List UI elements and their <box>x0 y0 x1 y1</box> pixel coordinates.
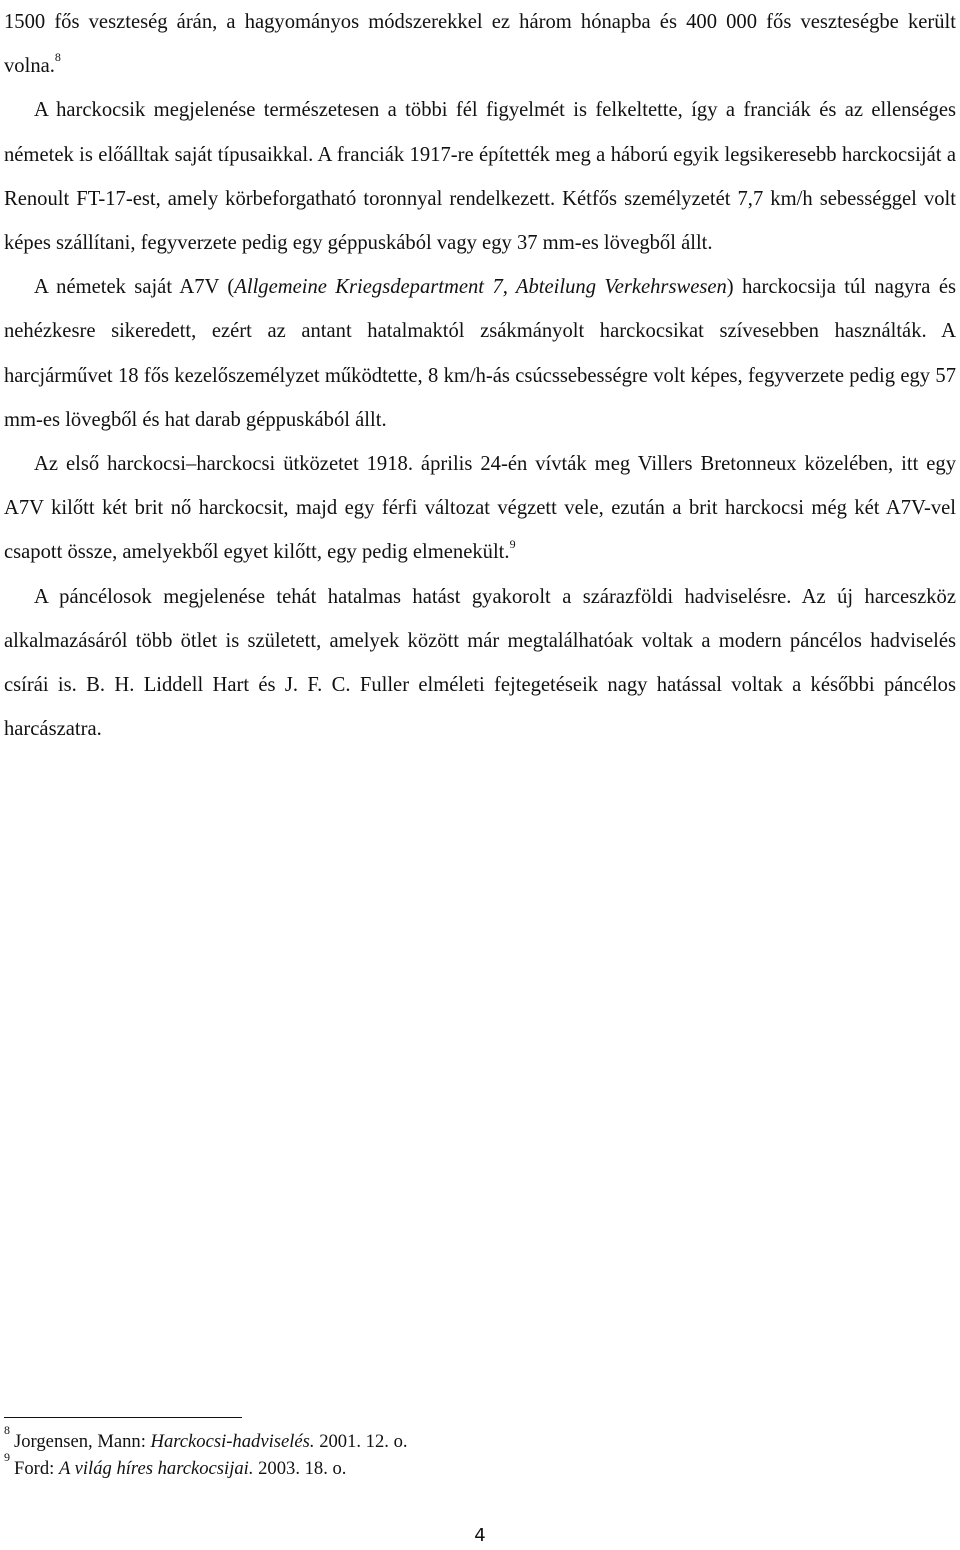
footnote-number: 8 <box>4 1422 10 1437</box>
paragraph-text: Az első harckocsi–harckocsi ütközetet 1918. április 24-én vívták meg Villers Bretonneux közelében, itt egy A7V kilőtt két brit nő harckocsit, majd egy férfi változat végzett vele, ezután a brit harckocsi még két A7V-vel csapott össze, amelyekből egyet kilőtt, egy pedig elmenekült. <box>4 453 956 564</box>
paragraph <box>4 265 956 442</box>
paragraph <box>4 88 956 265</box>
paragraph <box>4 442 956 575</box>
footnotes <box>4 1422 904 1482</box>
footnote-reference-9: 9 <box>509 536 516 551</box>
footnote-title: A világ híres harckocsijai. <box>58 1458 254 1479</box>
footnote <box>4 1449 904 1482</box>
paragraph-text: A páncélosok megjelenése tehát hatalmas hatást gyakorolt a szárazföldi hadviselésre. Az új harceszköz alkalmazásáról több ötlet is született, amelyek között már megtalálhatóak voltak a modern páncélos hadviselés csírái is. B. H. Liddell Hart és J. F. C. Fuller elméleti fejtegetéseik nagy hatással voltak a későbbi páncélos harcászatra. <box>4 585 956 741</box>
paragraph-text: 1500 fős veszteség árán, a hagyományos módszerekkel ez három hónapba és 400 000 fős veszteségbe került volna. <box>4 11 956 78</box>
body-text <box>4 0 956 751</box>
footnote-details: 2001. 12. o. <box>314 1431 408 1452</box>
paragraph <box>4 575 956 752</box>
paragraph-text-end: ) harckocsija túl nagyra és nehézkesre sikeredett, ezért az antant hatalmaktól zsákmányolt harckocsikat szívesebben használták. A harcjárművet 18 fős kezelőszemélyzet működtette, 8 km/h-ás csúcssebességre volt képes, fegyverzete pedig egy 57 mm-es lövegből és hat darab géppuskából állt. <box>4 276 956 431</box>
footnote-author: Ford: <box>14 1458 59 1479</box>
footnote-title: Harckocsi-hadviselés. <box>150 1431 315 1452</box>
footnote-number: 9 <box>4 1449 10 1464</box>
paragraph <box>4 0 956 88</box>
footnote-author: Jorgensen, Mann: <box>14 1431 151 1452</box>
italic-term: Allgemeine Kriegsdepartment 7, Abteilung Verkehrswesen <box>234 276 727 299</box>
footnote <box>4 1422 904 1455</box>
footnote-details: 2003. 18. o. <box>253 1458 347 1479</box>
footnote-reference-8: 8 <box>54 50 61 65</box>
paragraph-text-start: A németek saját A7V ( <box>34 276 235 299</box>
paragraph-text: A harckocsik megjelenése természetesen a többi fél figyelmét is felkeltette, így a franciák és az ellenséges németek is előálltak saját típusaikkal. A franciák 1917-re építették meg a háború egyik legsikeresebb harckocsiját a Renoult FT-17-est, amely körbeforgatható toronnyal rendelkezett. Kétfős személyzetét 7,7 km/h sebességgel volt képes szállítani, fegyverzete pedig egy géppuskából vagy egy 37 mm-es lövegből állt. <box>4 99 956 255</box>
footnote-separator <box>4 1417 242 1418</box>
page-number: 4 <box>474 1525 486 1546</box>
